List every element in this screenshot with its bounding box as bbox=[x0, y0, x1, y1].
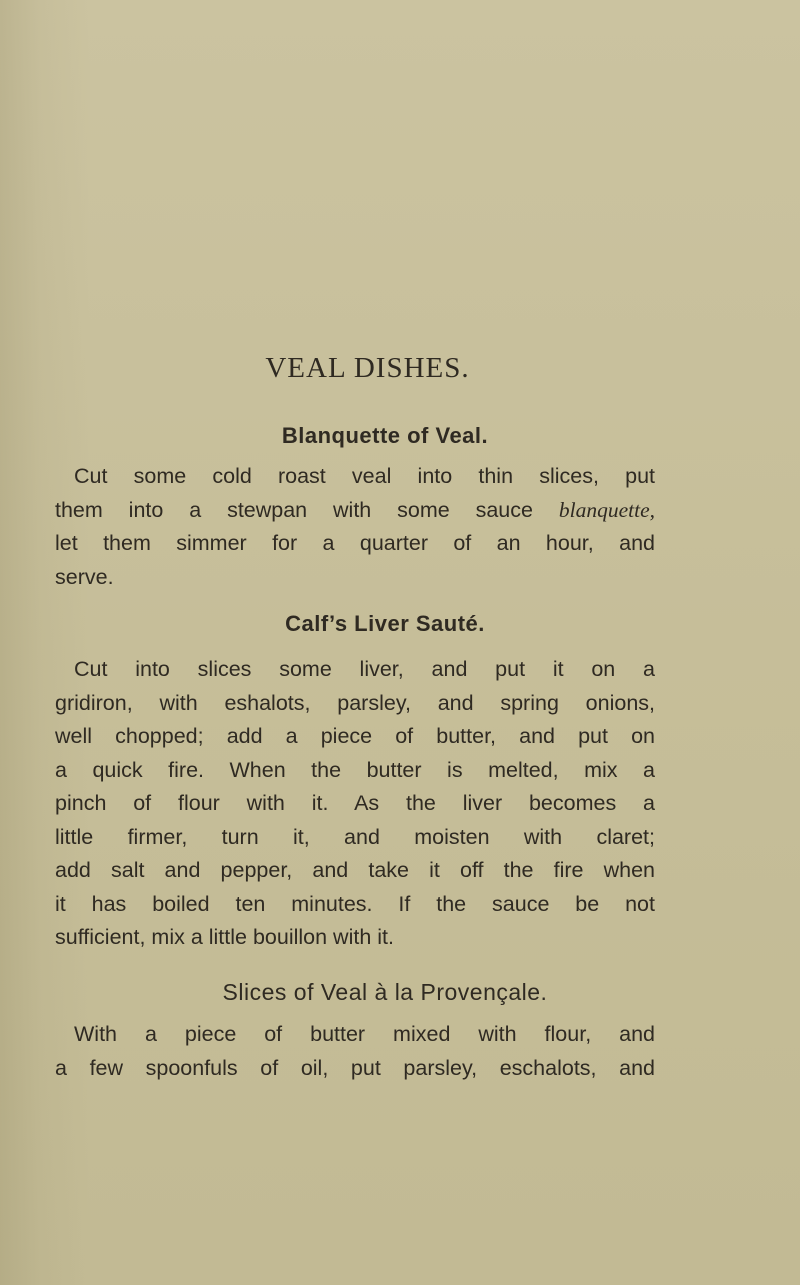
recipe-title-calfs-liver: Calf’s Liver Sauté. bbox=[285, 611, 485, 636]
text-line: add salt and pepper, and take it off the fire when bbox=[55, 858, 655, 882]
page-title: VEAL DISHES. bbox=[265, 352, 470, 384]
text-line: a quick fire. When the butter is melted, mix a bbox=[55, 757, 655, 782]
text-line: let them simmer for a quarter of an hour, and bbox=[55, 531, 655, 555]
text-line: Cut some cold roast veal into thin slices, put bbox=[74, 464, 655, 488]
text-span: them into a stewpan with some sauce bbox=[55, 497, 559, 522]
recipe-body-provencale bbox=[55, 1018, 655, 1085]
recipe-title-provencale: Slices of Veal à la Provençale. bbox=[222, 979, 548, 1005]
text-line: a few spoonfuls of oil, put parsley, eschalots, and bbox=[55, 1055, 655, 1080]
recipe-body-calfs-liver bbox=[55, 653, 655, 955]
recipe-body-blanquette bbox=[55, 460, 655, 594]
text-line: sufficient, mix a little bouillon with it. bbox=[55, 925, 394, 949]
text-line: little firmer, turn it, and moisten with claret; bbox=[55, 824, 655, 849]
text-line: Cut into slices some liver, and put it on a bbox=[74, 657, 655, 681]
text-line: well chopped; add a piece of butter, and put on bbox=[55, 724, 655, 748]
text-line: serve. bbox=[55, 564, 114, 589]
italic-term: blanquette, bbox=[558, 497, 655, 522]
text-line: it has boiled ten minutes. If the sauce be not bbox=[55, 891, 655, 916]
text-line: gridiron, with eshalots, parsley, and spring onions, bbox=[55, 690, 655, 715]
recipe-title-blanquette: Blanquette of Veal. bbox=[281, 423, 489, 448]
text-line: With a piece of butter mixed with flour, and bbox=[74, 1022, 655, 1046]
text-line: pinch of flour with it. As the liver becomes a bbox=[55, 791, 655, 815]
text-line bbox=[55, 494, 655, 528]
